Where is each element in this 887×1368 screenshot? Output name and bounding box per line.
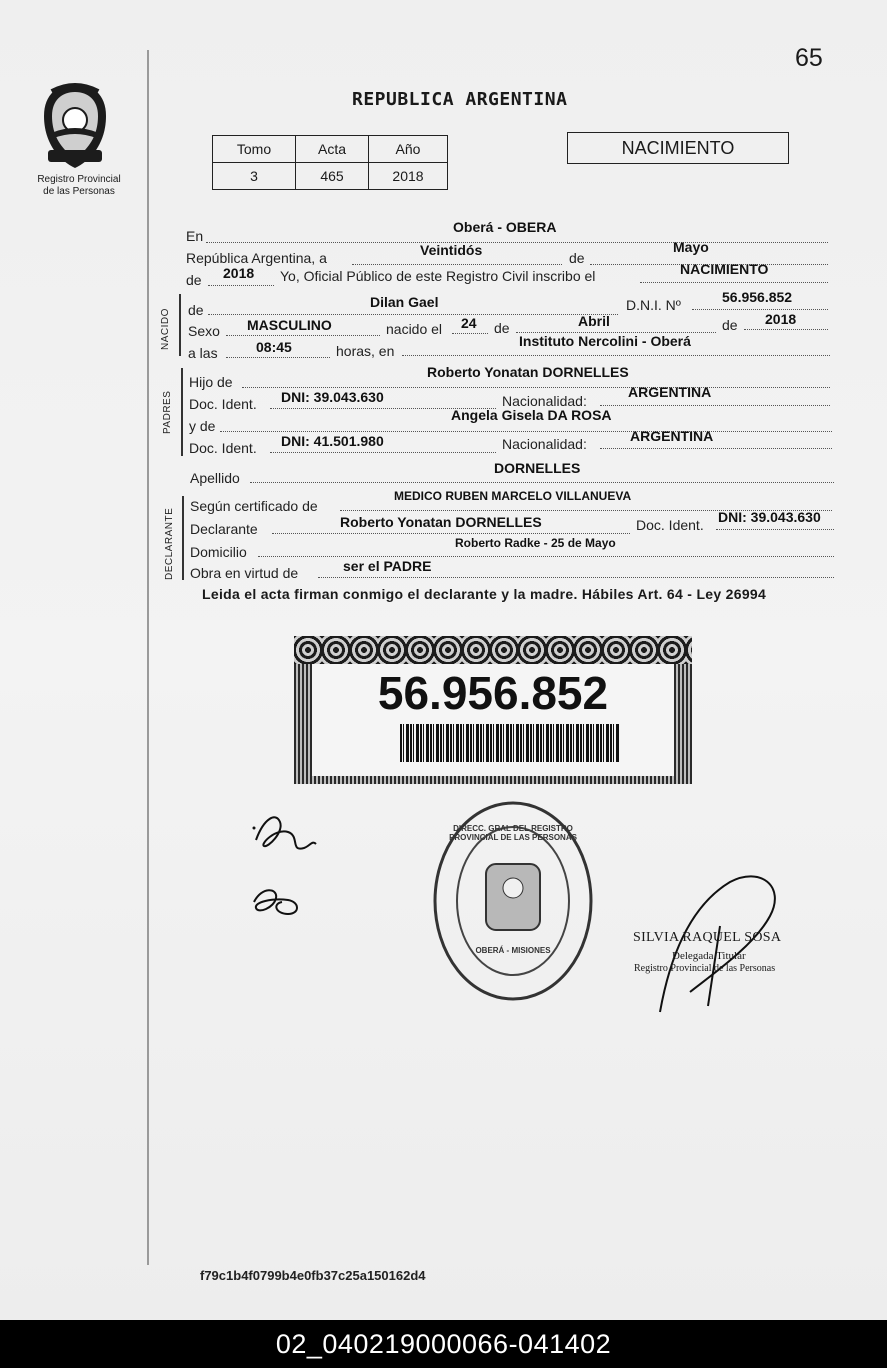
birth-month: Abril [578, 313, 610, 329]
seal-ring-text: DIRECC. GRAL DEL REGISTRO PROVINCIAL DE LAS PERSONAS [449, 824, 577, 842]
decl-doc-line [716, 529, 834, 530]
declarante-section-label: DECLARANTE [164, 507, 175, 580]
yde-label: y de [189, 418, 216, 434]
en-value: Oberá - OBERA [453, 219, 557, 235]
birth-day-line [452, 333, 488, 334]
year-value: 2018 [223, 265, 255, 281]
id-sticker [294, 636, 692, 784]
obra-label: Obra en virtud de [190, 565, 299, 581]
mother-line [220, 431, 832, 432]
sexo-label: Sexo [188, 323, 220, 339]
signature-declarante [246, 808, 326, 858]
de-month-label: de [494, 320, 510, 336]
signer-org: Registro Provincial de las Personas [634, 963, 776, 974]
cert-label: Según certificado de [190, 498, 318, 514]
domicilio-value: Roberto Radke - 25 de Mayo [455, 536, 616, 550]
cert-value: MEDICO RUBEN MARCELO VILLANUEVA [394, 489, 632, 503]
apellido-label: Apellido [190, 470, 240, 486]
closing-statement: Leida el acta firman conmigo el declarante y la madre. Hábiles Art. 64 - Ley 26994 [202, 586, 767, 602]
nacido-section-label: NACIDO [160, 308, 171, 350]
year-label: de [186, 272, 202, 288]
domicilio-label: Domicilio [190, 544, 247, 560]
name-line [208, 314, 618, 315]
day-line [352, 264, 562, 265]
child-name: Dilan Gael [370, 294, 439, 310]
mother-nat-line [600, 448, 832, 449]
doc2-label: Doc. Ident. [189, 440, 257, 456]
sexo-value: MASCULINO [247, 317, 332, 333]
acta-header: Acta [296, 136, 369, 163]
father-nationality: ARGENTINA [628, 384, 712, 400]
doc1-label: Doc. Ident. [189, 396, 257, 412]
obra-value: ser el PADRE [343, 558, 432, 574]
decl-doc-value: DNI: 39.043.630 [718, 509, 821, 525]
page-number: 65 [795, 44, 823, 72]
acta-value: 465 [296, 163, 369, 190]
declarante-label: Declarante [190, 521, 258, 537]
document-title: REPUBLICA ARGENTINA [352, 89, 568, 110]
padres-section-label: PADRES [162, 390, 173, 434]
margin-rule [147, 50, 149, 1265]
de-label: de [569, 250, 585, 266]
seal-inner-text: OBERÁ - MISIONES [475, 946, 551, 955]
obra-line [318, 577, 834, 578]
nacido-bracket [179, 294, 181, 356]
decl-doc-label: Doc. Ident. [636, 517, 704, 533]
birth-year-line [744, 329, 828, 330]
barcode [400, 724, 620, 762]
province-logo [38, 80, 112, 172]
sexo-line [226, 335, 380, 336]
declarante-line [272, 533, 630, 534]
padres-bracket [181, 368, 183, 456]
nac2-label: Nacionalidad: [502, 436, 587, 452]
apellido-value: DORNELLES [494, 460, 581, 476]
record-table [212, 135, 448, 190]
horas-label: horas, en [336, 343, 395, 359]
agency-name-line1: Registro Provincial [37, 174, 121, 185]
en-line [206, 242, 828, 243]
hijo-label: Hijo de [189, 374, 233, 390]
inscribo-line [640, 282, 828, 283]
father-line [242, 387, 830, 388]
sticker-pattern [294, 636, 692, 664]
year-line [208, 285, 274, 286]
nacido-el-label: nacido el [386, 321, 443, 337]
mother-doc-line [270, 452, 496, 453]
mother-nationality: ARGENTINA [630, 428, 714, 444]
place-line [402, 355, 830, 356]
child-dni: 56.956.852 [722, 289, 793, 305]
document-hash: f79c1b4f0799b4e0fb37c25a150162d4 [200, 1268, 426, 1283]
dni-line [692, 309, 828, 310]
birth-day: 24 [461, 315, 477, 331]
tomo-header: Tomo [213, 136, 296, 163]
apellido-line [250, 482, 834, 483]
father-doc: DNI: 39.043.630 [281, 389, 384, 405]
inscribo-value: NACIMIENTO [680, 261, 769, 277]
month-value: Mayo [673, 239, 709, 255]
birth-time: 08:45 [256, 339, 292, 355]
official-seal [428, 796, 598, 1006]
father-name: Roberto Yonatan DORNELLES [427, 364, 629, 380]
anio-header: Año [369, 136, 448, 163]
sticker-panel [312, 664, 674, 776]
anio-value: 2018 [369, 163, 448, 190]
alas-label: a las [188, 345, 218, 361]
father-nat-line [600, 405, 830, 406]
mother-doc: DNI: 41.501.980 [281, 433, 384, 449]
en-label: En [186, 228, 204, 244]
time-line [226, 357, 330, 358]
day-value: Veintidós [420, 242, 483, 258]
agency-name-line2: de las Personas [43, 186, 115, 197]
dni-label: D.N.I. Nº [626, 297, 681, 313]
tomo-value: 3 [213, 163, 296, 190]
mother-name: Angela Gisela DA ROSA [451, 407, 612, 423]
sticker-number: 56.956.852 [377, 667, 609, 719]
nac1-label: Nacionalidad: [502, 393, 587, 409]
signature-madre [248, 882, 308, 922]
de-year-label: de [722, 317, 738, 333]
signer-role: Delegada Titular [672, 950, 746, 962]
birth-place: Instituto Nercolini - Oberá [519, 333, 691, 349]
oficial-label: Yo, Oficial Público de este Registro Civil inscribo el [280, 268, 596, 284]
doc-type-box: NACIMIENTO [567, 132, 789, 164]
shield-icon [38, 80, 112, 172]
footer-code: 02_040219000066-041402 [0, 1320, 887, 1368]
declarante-value: Roberto Yonatan DORNELLES [340, 514, 542, 530]
birth-year: 2018 [765, 311, 797, 327]
de-name-label: de [188, 302, 204, 318]
signer-name: SILVIA RAQUEL SOSA [633, 930, 782, 945]
declarante-bracket [182, 496, 184, 580]
domicilio-line [258, 556, 834, 557]
republica-label: República Argentina, a [186, 250, 327, 266]
